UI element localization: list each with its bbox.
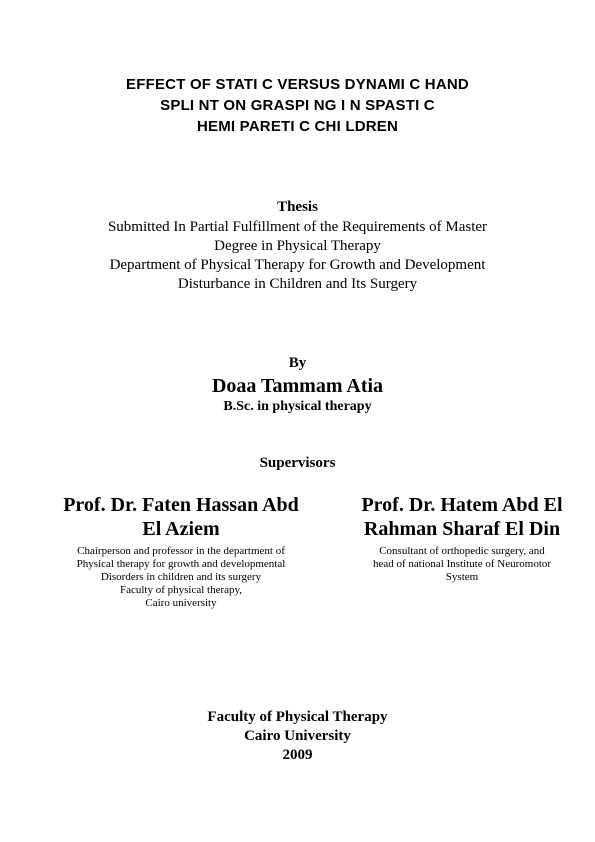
thesis-line: Submitted In Partial Fulfillment of the Requirements of Master — [107, 219, 488, 235]
title-line: HEMI PARETI C CHI LDREN — [197, 118, 398, 135]
supervisor-right — [348, 493, 576, 584]
by-label: By — [288, 355, 307, 371]
supervisor-name-line: Rahman Sharaf El Din — [363, 518, 561, 540]
supervisor-name — [348, 493, 576, 541]
author-degree: B.Sc. in physical therapy — [223, 399, 372, 414]
footer-line: Cairo University — [244, 728, 351, 744]
supervisor-description — [40, 545, 322, 610]
supervisor-desc-line: Chairperson and professor in the department of — [77, 545, 285, 557]
supervisor-name — [40, 493, 322, 541]
author-name: Doaa Tammam Atia — [211, 375, 384, 397]
supervisor-name-line: Prof. Dr. Hatem Abd El — [361, 494, 563, 516]
thesis-line: Department of Physical Therapy for Growth and Development — [109, 257, 486, 273]
supervisor-name-line: El Aziem — [142, 518, 220, 540]
supervisor-desc-line: Physical therapy for growth and developmental — [76, 558, 286, 570]
supervisor-desc-line: Consultant of orthopedic surgery, and — [379, 545, 545, 557]
supervisors-heading: Supervisors — [259, 455, 336, 471]
faculty-footer — [40, 708, 555, 765]
footer-year: 2009 — [282, 747, 313, 763]
thesis-line: Degree in Physical Therapy — [214, 238, 381, 254]
supervisor-description — [348, 545, 576, 584]
supervisor-name-line: Prof. Dr. Faten Hassan Abd — [63, 494, 299, 516]
supervisor-left — [40, 493, 322, 610]
supervisor-desc-line: Disorders in children and its surgery — [100, 571, 262, 583]
thesis-heading: Thesis — [277, 199, 318, 215]
thesis-line: Disturbance in Children and Its Surgery — [177, 276, 418, 292]
title-line: SPLI NT ON GRASPI NG I N SPASTI C — [160, 97, 435, 114]
supervisor-desc-line: head of national Institute of Neuromotor — [372, 558, 552, 570]
title-line: EFFECT OF STATI C VERSUS DYNAMI C HAND — [126, 76, 469, 93]
footer-line: Faculty of Physical Therapy — [207, 709, 388, 725]
supervisor-desc-line: Faculty of physical therapy, — [119, 584, 243, 596]
supervisor-desc-line: Cairo university — [145, 597, 217, 609]
supervisor-desc-line: System — [445, 571, 479, 583]
thesis-title — [60, 74, 535, 137]
thesis-description — [40, 218, 555, 294]
